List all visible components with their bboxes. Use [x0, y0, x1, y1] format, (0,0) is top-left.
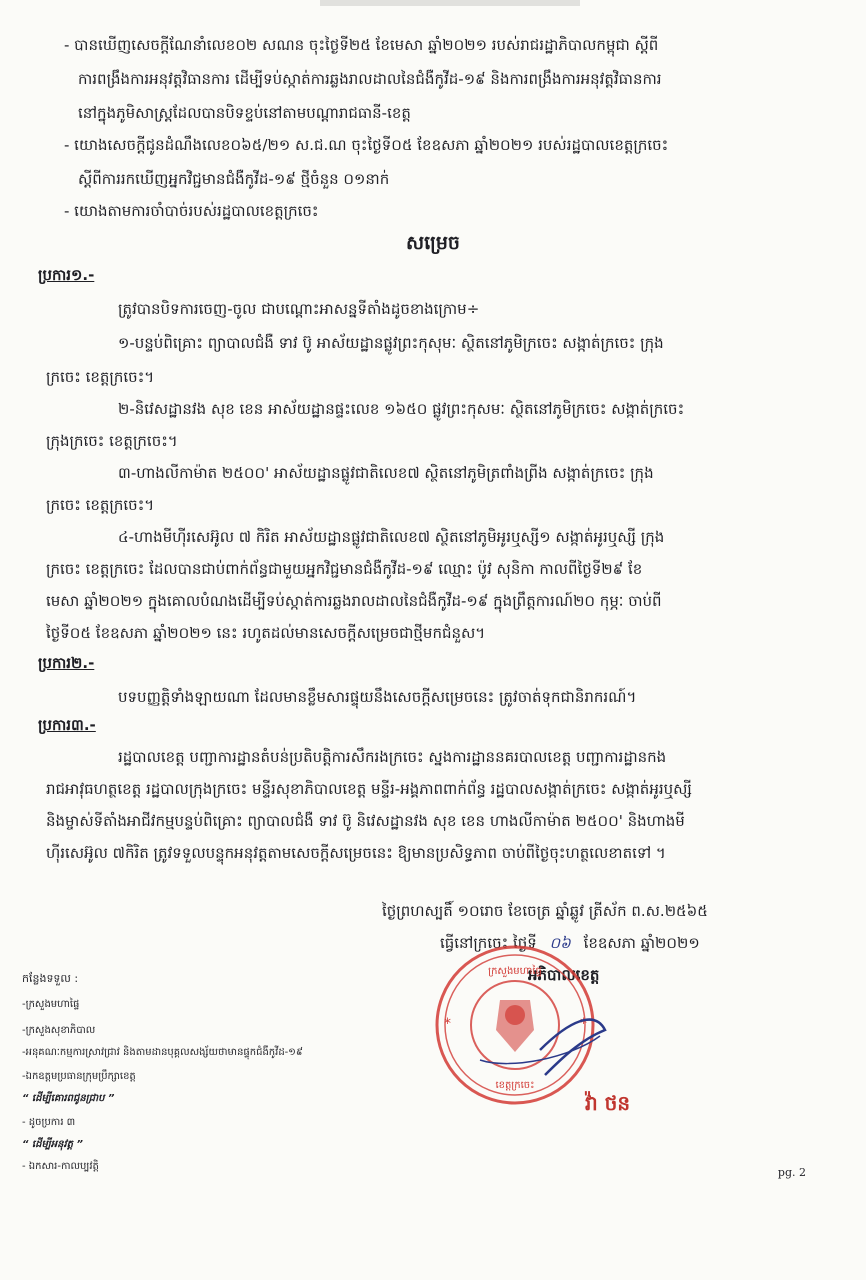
recipient-item: -ឯកឧត្តមប្រធានក្រុមប្រឹក្សាខេត្ត [22, 1071, 136, 1082]
signatory-name: វ៉ា ថន [585, 1091, 631, 1115]
preamble-line: - បានឃើញសេចក្តីណែនាំលេខ០២ សណន ចុះថ្ងៃទី២៥ ខែមេសា ឆ្នាំ២០២១ របស់រាជរដ្ឋាភិបាលកម្ពុជា ស្តីពី [64, 36, 659, 54]
article-1-item: ក្រចេះ ខេត្តក្រចេះ។ [46, 368, 155, 386]
article-1-item: ថ្ងៃទី០៥ ខែឧសភា ឆ្នាំ២០២១ នេះ រហូតដល់មានសេចក្តីសម្រេចជាថ្មីមកជំនួស។ [46, 624, 486, 642]
decision-title: សម្រេច [406, 232, 460, 254]
preamble-line: - យោងសេចក្តីជូនដំណឹងលេខ០៦៥/២១ ស.ជ.ណ ចុះថ្ងៃទី០៥ ខែឧសភា ឆ្នាំ២០២១ របស់រដ្ឋបាលខេត្តក្រចេះ [64, 136, 669, 154]
handwritten-day: ០៦ [549, 934, 571, 952]
recipient-item: -ក្រសួងមហាផ្ទៃ [22, 999, 80, 1010]
article-1-item: ក្រចេះ ខេត្តក្រចេះ ដែលបានជាប់ពាក់ព័ន្ធជាមួយអ្នកវិជ្ជមានជំងឺកូវីដ-១៩ ឈ្មោះ ប៉ូវ សុនិកា កាលពីថ្ងៃទី២៩ ខែ [46, 560, 643, 578]
official-seal-icon [420, 940, 610, 1110]
article-1-item: ក្រចេះ ខេត្តក្រចេះ។ [46, 496, 155, 514]
article-1-item: ១-បន្ទប់ពិគ្រោះ ព្យាបាលជំងឺ ទាវ ប៊ូ អាស័យដ្ឋានផ្លូវព្រះកុសុមៈ ស្ថិតនៅភូមិក្រចេះ សង្កាត់ក្រចេះ ក្រុង [118, 334, 664, 352]
article-1-item: មេសា ឆ្នាំ២០២១ ក្នុងគោលបំណងដើម្បីទប់ស្កាត់ការឆ្លងរាលដាលនៃជំងឺកូវីដ-១៩ ក្នុងព្រឹត្តការណ៍២០ កុម្ភៈ ចាប់ពី [46, 592, 662, 610]
preamble-line: ការពង្រឹងការអនុវត្តវិធានការ ដើម្បីទប់ស្កាត់ការឆ្លងរាលដាលនៃជំងឺកូវីដ-១៩ និងការពង្រឹងការអនុវត្តវិធានការ [78, 70, 662, 88]
svg-text:*: * [444, 1016, 451, 1032]
article-1-item: ៤-ហាងមីហ៊ីរសេអ៊ូល ៧ កិរិត អាស័យដ្ឋានផ្លូវជាតិលេខ៧ ស្ថិតនៅភូមិអូរឬស្សី១ សង្កាត់អូរឬស្សី ក្រុង [118, 528, 665, 546]
preamble-line: - យោងតាមការចាំបាច់របស់រដ្ឋបាលខេត្តក្រចេះ [64, 202, 319, 220]
page-number: pg. 2 [777, 1166, 806, 1179]
preamble-line: នៅក្នុងភូមិសាស្ត្រដែលបានបិទខ្ទប់នៅតាមបណ្តារាជធានី-ខេត្ត [78, 104, 411, 122]
article-1-item: ក្រុងក្រចេះ ខេត្តក្រចេះ។ [46, 432, 178, 450]
article-3-line: រាជអាវុធហត្ថខេត្ត រដ្ឋបាលក្រុងក្រចេះ មន្ទីរសុខាភិបាលខេត្ត មន្ទីរ-អង្គភាពពាក់ព័ន្ធ រដ្ឋបាលសង្កាត់ក្រចេះ សង្កាត់អូរឬស្សី [46, 780, 692, 798]
stamp-bottom-text: ខេត្តក្រចេះ [495, 1080, 535, 1091]
signatory-title: អភិបាលខេត្ត [528, 966, 600, 984]
recipients-heading: កន្លែងទទួល : [22, 972, 79, 985]
article-3-heading: ប្រការ៣.- [38, 716, 96, 734]
recipient-item: -ក្រសួងសុខាភិបាល [22, 1025, 96, 1036]
recipient-note: “ ដើម្បីគោរពជូនជ្រាប ” [22, 1093, 115, 1104]
article-1-item: ៣-ហាងលីកាម៉ាត ២៥០០' អាស័យដ្ឋានផ្លូវជាតិលេខ៧ ស្ថិតនៅភូមិត្រពាំងព្រីង សង្កាត់ក្រចេះ ក្រុង [118, 464, 654, 482]
article-2-text: បទបញ្ញត្តិទាំងឡាយណា ដែលមានខ្លឹមសារផ្ទុយនឹងសេចក្តីសម្រេចនេះ ត្រូវចាត់ទុកជានិរាករណ៍។ [118, 688, 637, 706]
svg-text:*: * [580, 1016, 587, 1032]
recipient-item: - ដូចប្រការ ៣ [22, 1117, 76, 1128]
month-year: ខែឧសភា ឆ្នាំ២០២១ [583, 934, 700, 952]
article-3-line: និងម្ចាស់ទីតាំងអាជីវកម្មបន្ទប់ពិគ្រោះ ព្យាបាលជំងឺ ទាវ ប៊ូ និវេសដ្ឋានវង សុខ ខេន ហាងលីកាម៉ាត ២៥០០' និងហាងមី [46, 812, 685, 830]
lunar-date: ថ្ងៃព្រហស្បតិ៍ ១០រោច ខែចេត្រ ឆ្នាំឆ្លូវ ត្រីស័ក ព.ស.២៥៦៥ [382, 902, 708, 920]
article-3-line: ហ៊ីរសេអ៊ូល ៧កិរិត ត្រូវទទួលបន្ទុកអនុវត្តតាមសេចក្តីសម្រេចនេះ ឱ្យមានប្រសិទ្ធភាព ចាប់ពីថ្ងៃចុះហត្ថលេខាតទៅ ។ [46, 844, 666, 862]
article-1-heading: ប្រការ១.- [38, 266, 95, 284]
scan-artifact [320, 0, 580, 6]
preamble-line: ស្តីពីការរកឃើញអ្នកវិជ្ជមានជំងឺកូវីដ-១៩ ថ្មីចំនួន ០១នាក់ [78, 170, 390, 188]
stamp-top-text: ក្រសួងមហាផ្ទៃ [488, 966, 542, 977]
article-1-item: ២-និវេសដ្ឋានវង សុខ ខេន អាស័យដ្ឋានផ្ទះលេខ ១៦៥០ ផ្លូវព្រះកុសមៈ ស្ថិតនៅភូមិក្រចេះ សង្កាត់ក្រចេះ [118, 400, 685, 418]
recipient-note: “ ដើម្បីអនុវត្ត ” [22, 1139, 83, 1150]
article-2-heading: ប្រការ២.- [38, 654, 95, 672]
place-date-prefix: ធ្វើនៅក្រចេះ ថ្ងៃទី [440, 934, 537, 952]
recipient-item: - ឯកសារ-កាលប្បវត្តិ [22, 1161, 99, 1172]
recipient-item: -អនុគណៈកម្មការស្រាវជ្រាវ និងតាមដានបុគ្គលសង្ស័យថាមានផ្ទុកជំងឺកូវីដ-១៩ [22, 1047, 303, 1058]
article-1-intro: ត្រូវបានបិទការចេញ-ចូល ជាបណ្តោះអាសន្នទីតាំងដូចខាងក្រោម÷ [118, 300, 480, 318]
article-3-line: រដ្ឋបាលខេត្ត បញ្ជាការដ្ឋានតំបន់ប្រតិបត្តិការសឹករងក្រចេះ ស្នងការដ្ឋាននគរបាលខេត្ត បញ្ជាការដ្ឋានកង [118, 748, 667, 766]
